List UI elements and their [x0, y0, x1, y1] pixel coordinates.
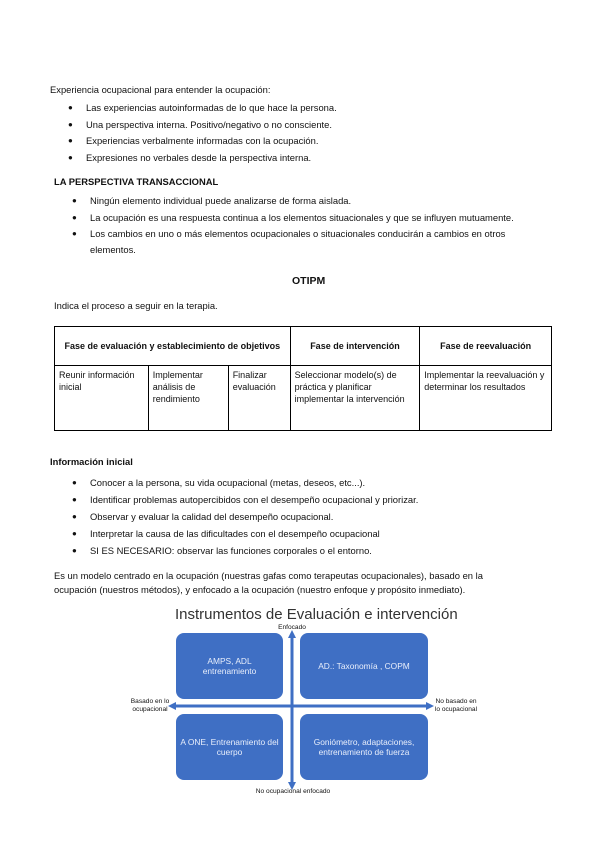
bullet-icon: ● [72, 529, 77, 538]
axis-label-right-1: No basado en [435, 698, 477, 705]
list-item: ● Expresiones no verbales desde la perspectiva interna. [68, 151, 312, 163]
list-item: ● La ocupación es una respuesta continua a los elementos situacionales y que se influyen mutuamente. [72, 211, 514, 223]
bullet-icon: ● [72, 212, 77, 222]
bullet-icon: ● [68, 119, 73, 129]
list-item: ● SI ES NECESARIO: observar las funciones corporales o el entorno. [72, 545, 372, 556]
paragraph-line: ocupación (nuestros métodos), y enfocado a la ocupación (nuestro enfoque y propósito inmediato). [54, 584, 466, 595]
quadrant-top-right: AD.: Taxonomía , COPM [300, 633, 428, 699]
otipm-title: OTIPM [292, 275, 326, 287]
header-reevaluacion: Fase de reevaluación [420, 327, 552, 366]
bullet-icon: ● [72, 478, 77, 487]
list-item: ● Conocer a la persona, su vida ocupacional (metas, deseos, etc...). [72, 477, 366, 488]
bullet-icon: ● [72, 512, 77, 521]
section-experiencia-heading: Experiencia ocupacional para entender la ocupación: [50, 84, 271, 95]
list-item: ● Ningún elemento individual puede analizarse de forma aislada. [72, 195, 352, 206]
quadrant-bottom-left: A ONE, Entrenamiento del cuerpo [176, 714, 283, 780]
table-cell: Finalizar evaluación [228, 366, 290, 431]
section-transaccional-heading: LA PERSPECTIVA TRANSACCIONAL [54, 176, 219, 187]
diagram-title: Instrumentos de Evaluación e intervención [175, 606, 458, 623]
axis-label-right-2: lo ocupacional [434, 706, 478, 713]
table-cell: Implementar la reevaluación y determinar los resultados [420, 366, 552, 431]
section-informacion-heading: Información inicial [50, 456, 133, 467]
axis-label-bottom: No ocupacional enfocado [255, 788, 331, 795]
bullet-icon: ● [72, 546, 77, 555]
bullet-icon: ● [68, 136, 73, 146]
paragraph-line: Es un modelo centrado en la ocupación (nuestras gafas como terapeutas ocupacionales), basado en la [54, 570, 483, 581]
list-item: ● Las experiencias autoinformadas de lo que hace la persona. [68, 102, 337, 113]
axis-label-top: Enfocado [278, 624, 306, 631]
table-cell: Reunir información inicial [55, 366, 149, 431]
bullet-icon: ● [72, 495, 77, 504]
list-item: ● Una perspectiva interna. Positivo/negativo o no consciente. [68, 118, 332, 130]
list-item: ● Identificar problemas autopercibidos con el desempeño ocupacional y priorizar. [72, 494, 419, 505]
table-cell: Seleccionar modelo(s) de práctica y planificar implementar la intervención [290, 366, 420, 431]
list-item: ● Los cambios en uno o más elementos ocupacionales o situacionales conducirán a cambios en otros [72, 228, 506, 240]
quadrant-top-left: AMPS, ADL entrenamiento [176, 633, 283, 699]
bullet-icon: ● [68, 152, 73, 162]
otipm-intro: Indica el proceso a seguir en la terapia. [54, 300, 218, 311]
list-item: ● Interpretar la causa de las dificultades con el desempeño ocupacional [72, 528, 380, 539]
list-item-continuation: elementos. [90, 244, 136, 256]
list-item: ● Observar y evaluar la calidad del desempeño ocupacional. [72, 511, 334, 522]
header-intervencion: Fase de intervención [290, 327, 420, 366]
bullet-icon: ● [72, 196, 77, 205]
header-evaluacion: Fase de evaluación y establecimiento de objetivos [55, 327, 291, 366]
bullet-icon: ● [72, 229, 77, 239]
list-item: ● Experiencias verbalmente informadas con la ocupación. [68, 135, 319, 147]
quadrant-bottom-right: Goniómetro, adaptaciones, entrenamiento de fuerza [300, 714, 428, 780]
axis-label-left-2: ocupacional [132, 706, 168, 713]
bullet-icon: ● [68, 103, 73, 112]
axis-label-left-1: Basado en lo [130, 698, 170, 705]
table-cell: Implementar análisis de rendimiento [148, 366, 228, 431]
